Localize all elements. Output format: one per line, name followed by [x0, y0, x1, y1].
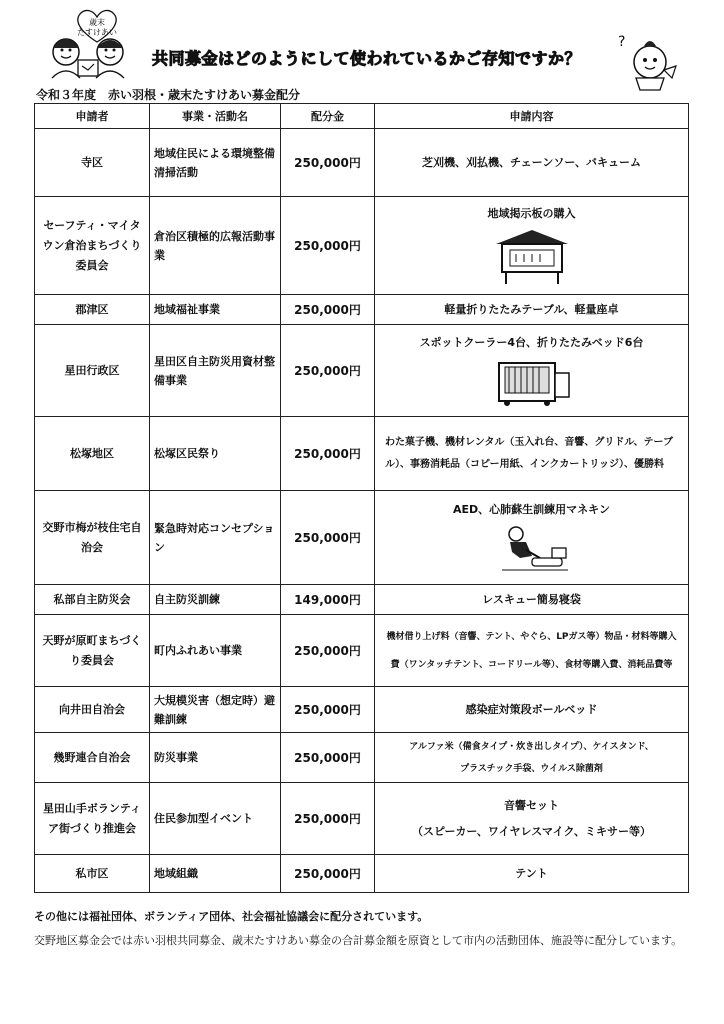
allocation-table — [34, 103, 689, 893]
applicant-cell: 向井田自治会 — [35, 687, 150, 733]
mascot-illustration-right — [614, 30, 684, 100]
applicant-cell: 交野市梅が枝住宅自治会 — [35, 491, 150, 585]
project-cell: 地域住民による環境整備清掃活動 — [150, 129, 281, 197]
amount-cell: 250,000円 — [281, 783, 375, 855]
table-row — [35, 687, 689, 733]
amount-cell: 250,000円 — [281, 615, 375, 687]
applicant-cell: 天野が原町まちづくり委員会 — [35, 615, 150, 687]
page-title: 共同募金はどのようにして使われているかご存知ですか？ — [152, 49, 582, 68]
content-text: プラスチック手袋、ウイルス除菌剤 — [460, 763, 603, 774]
mascot-illustration-left — [38, 8, 148, 80]
content-text: レスキュー簡易寝袋 — [482, 592, 581, 606]
applicant-cell: 郡津区 — [35, 295, 150, 325]
footer-description: 交野地区募金会では赤い羽根共同募金、歳末たすけあい募金の合計募金額を原資として市内の活動団体、施設等に配分しています。 — [34, 934, 683, 947]
content-text: アルファ米（備食タイプ・炊き出しタイプ）、ケイスタンド、 — [409, 741, 654, 752]
header-content: 申請内容 — [375, 104, 689, 129]
table-header-row — [35, 104, 689, 129]
content-text: 感染症対策段ボールベッド — [465, 702, 598, 716]
content-text: スポットクーラー4台、折りたたみベッド6台 — [419, 336, 644, 349]
amount-cell: 250,000円 — [281, 129, 375, 197]
table-row — [35, 295, 689, 325]
content-cell — [375, 615, 689, 687]
content-cell — [375, 855, 689, 893]
content-text: テント — [515, 866, 548, 880]
table-row — [35, 855, 689, 893]
table-caption: 令和３年度 赤い羽根・歳末たすけあい募金配分 — [36, 88, 301, 102]
applicant-cell: 星田行政区 — [35, 325, 150, 417]
svg-text:?: ? — [618, 34, 626, 50]
table-row — [35, 733, 689, 783]
amount-cell: 250,000円 — [281, 325, 375, 417]
content-text: 芝刈機、刈払機、チェーンソー、バキューム — [421, 155, 641, 169]
table-row — [35, 783, 689, 855]
project-cell: 大規模災害（想定時）避難訓練 — [150, 687, 281, 733]
applicant-cell: 私部自主防災会 — [35, 585, 150, 615]
table-row — [35, 325, 689, 417]
table-row — [35, 491, 689, 585]
project-cell: 地域福祉事業 — [150, 295, 281, 325]
applicant-cell: 寺区 — [35, 129, 150, 197]
project-cell: 倉治区積極的広報活動事業 — [150, 197, 281, 295]
amount-cell: 250,000円 — [281, 855, 375, 893]
table-row — [35, 615, 689, 687]
content-cell — [375, 491, 689, 585]
content-cell — [375, 325, 689, 417]
content-text: 地域掲示板の購入 — [487, 207, 576, 220]
badge-line1: 歳末 — [89, 18, 105, 27]
table-row — [35, 197, 689, 295]
applicant-cell: 星田山手ボランティア街づくり推進会 — [35, 783, 150, 855]
content-cell — [375, 687, 689, 733]
content-text: 費（ワンタッチテント、コードリール等）、食材等購入費、消耗品費等 — [390, 659, 673, 670]
spot-cooler-icon — [487, 355, 577, 407]
cpr-training-icon — [492, 522, 572, 574]
content-cell — [375, 783, 689, 855]
content-cell — [375, 295, 689, 325]
applicant-cell: 私市区 — [35, 855, 150, 893]
badge-line2: たすけあい — [77, 28, 117, 37]
content-text: （スピーカー、ワイヤレスマイク、ミキサー等） — [411, 824, 652, 838]
applicant-cell: 幾野連合自治会 — [35, 733, 150, 783]
table-row — [35, 417, 689, 491]
amount-cell: 250,000円 — [281, 417, 375, 491]
applicant-cell: 松塚地区 — [35, 417, 150, 491]
project-cell: 地域組織 — [150, 855, 281, 893]
project-cell: 町内ふれあい事業 — [150, 615, 281, 687]
project-cell: 星田区自主防災用資材整備事業 — [150, 325, 281, 417]
amount-cell: 250,000円 — [281, 295, 375, 325]
amount-cell: 149,000円 — [281, 585, 375, 615]
table-row — [35, 585, 689, 615]
amount-cell: 250,000円 — [281, 197, 375, 295]
content-cell — [375, 129, 689, 197]
applicant-cell: セーフティ・マイタウン倉治まちづくり委員会 — [35, 197, 150, 295]
amount-cell: 250,000円 — [281, 491, 375, 585]
content-cell — [375, 417, 689, 491]
content-text: AED、心肺蘇生訓練用マネキン — [452, 503, 611, 516]
feather-mascot-icon — [614, 30, 684, 100]
content-text: 機材借り上げ料（音響、テント、やぐら、LPガス等）物品・材料等購入 — [386, 631, 677, 642]
footer-note: その他には福祉団体、ボランティア団体、社会福祉協議会に配分されています。 — [34, 910, 429, 923]
content-cell — [375, 197, 689, 295]
amount-cell: 250,000円 — [281, 687, 375, 733]
project-cell: 防災事業 — [150, 733, 281, 783]
header-project: 事業・活動名 — [150, 104, 281, 129]
table-row — [35, 129, 689, 197]
project-cell: 自主防災訓練 — [150, 585, 281, 615]
amount-cell: 250,000円 — [281, 733, 375, 783]
project-cell: 緊急時対応コンセプション — [150, 491, 281, 585]
heart-badge — [74, 8, 120, 44]
content-text: 軽量折りたたみテーブル、軽量座卓 — [444, 302, 619, 316]
bulletin-board-icon — [492, 226, 572, 286]
content-cell — [375, 733, 689, 783]
content-text: 音響セット — [504, 798, 559, 812]
content-text: わた菓子機、機材レンタル（玉入れ台、音響、グリドル、テーブル）、事務消耗品（コピー用紙、インクカートリッジ）、優勝料 — [385, 436, 674, 470]
project-cell: 松塚区民祭り — [150, 417, 281, 491]
header-amount: 配分金 — [281, 104, 375, 129]
project-cell: 住民参加型イベント — [150, 783, 281, 855]
content-cell — [375, 585, 689, 615]
header-applicant: 申請者 — [35, 104, 150, 129]
